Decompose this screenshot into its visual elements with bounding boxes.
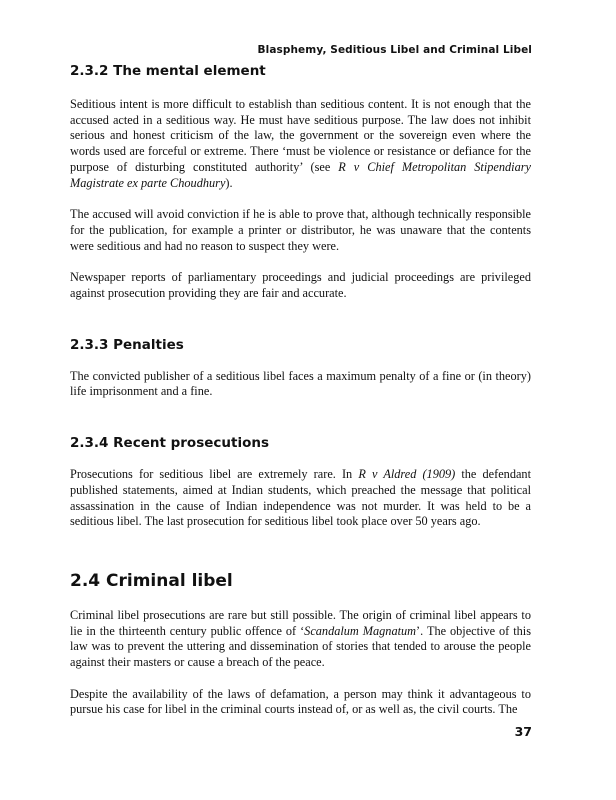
paragraph-origin-start: Criminal libel prosecutions are rare but still possible. The origin of criminal libel appears to lie in the thirteenth century public offence of ‘ [70,607,531,638]
paragraph-aldred-start: Prosecutions for seditious libel are extremely rare. In [70,467,359,482]
paragraph-seditious-intent-text: Seditious intent is more difficult to establish than seditious content. It is not enough that the accused acted in a seditious way. He must have seditious purpose. The law does not inhibit serious and honest criticism of the law, the government or the sovereign even where the words used are forceful or extreme. There ‘must be violence or resistance or defiance for the purpose of disturbing constituted authority’ (see [70,97,531,174]
running-head: Blasphemy, Seditious Libel and Criminal Libel [257,44,532,56]
case-citation-aldred: R v Aldred (1909) [358,467,456,482]
heading-criminal-libel: 2.4 Criminal libel [70,570,233,591]
paragraph-aldred [70,467,531,530]
heading-penalties: 2.3.3 Penalties [70,336,184,353]
page-number: 37 [514,724,532,739]
paragraph-seditious-intent [70,97,531,191]
paragraph-aldred-end: the defendant published statements, aimed at Indian students, which preached the message that political assassination in the cause of Indian independence was not murder. It was held to be a seditious libel. The last prosecution for seditious libel took place over 50 years ago. [70,467,531,529]
heading-mental-element: 2.3.2 The mental element [70,63,266,79]
paragraph-criminal-libel-origin [70,608,531,671]
paragraph-seditious-intent-end: ). [225,175,233,190]
term-scandalum-magnatum: Scandalum Magnatum [304,623,417,638]
paragraph-newspaper-reports: Newspaper reports of parliamentary proceedings and judicial proceedings are privileged against prosecution providing they are fair and accurate. [70,270,531,301]
case-citation-choudhury: R v Chief Metropolitan Stipendiary Magistrate ex parte Choudhury [70,159,531,190]
paragraph-origin-end: ’. The objective of this law was to prevent the uttering and dissemination of stories that tended to arouse the people against their masters or cause a breach of the peace. [70,623,531,670]
page-body [70,62,531,718]
paragraph-penalty: The convicted publisher of a seditious libel faces a maximum penalty of a fine or (in theory) life imprisonment and a fine. [70,368,531,399]
paragraph-accused-conviction: The accused will avoid conviction if he is able to prove that, although technically responsible for the publication, for example a printer or distributor, he was unaware that the contents were seditious and had no reason to suspect they were. [70,207,531,253]
paragraph-defamation-laws: Despite the availability of the laws of defamation, a person may think it advantageous to pursue his case for libel in the criminal courts instead of, or as well as, the civil courts. The [70,686,531,717]
heading-recent-prosecutions: 2.3.4 Recent prosecutions [70,435,270,452]
